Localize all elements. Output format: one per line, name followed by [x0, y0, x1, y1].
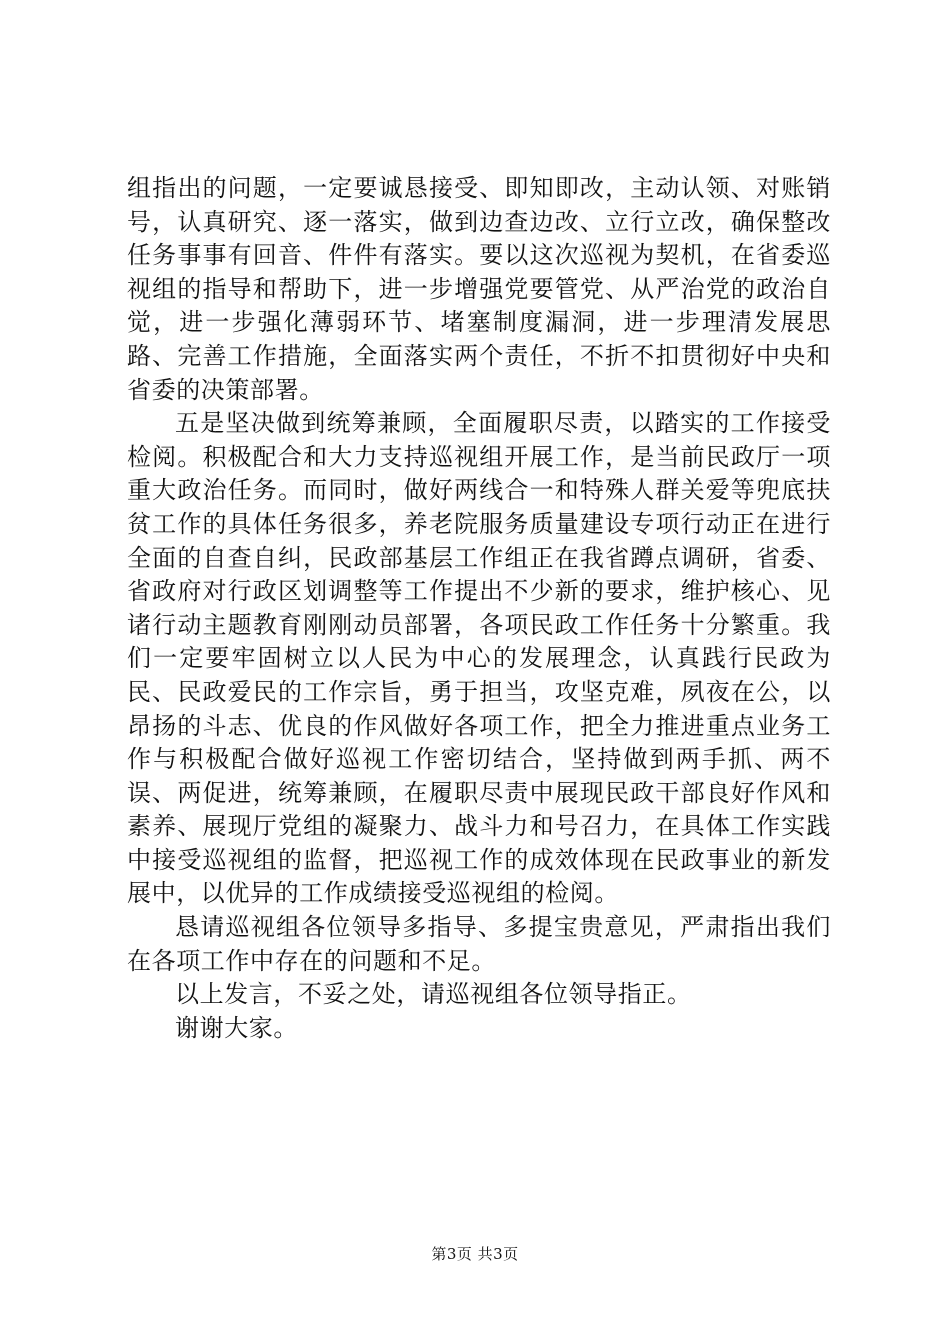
paragraph-continuation: 组指出的问题，一定要诚恳接受、即知即改，主动认领、对账销号，认真研究、逐一落实，做到边查边改、立行立改，确保整改任务事事有回音、件件有落实。要以这次巡视为契机，在省委巡视组的指导和帮助下，进一步增强党要管党、从严治党的政治自觉，进一步强化薄弱环节、堵塞制度漏洞，进一步理清发展思路、完善工作措施，全面落实两个责任，不折不扣贯彻好中央和省委的决策部署。 [127, 174, 831, 404]
paragraph-thanks: 谢谢大家。 [175, 1013, 298, 1042]
page-number-footer: 第3页 共3页 [431, 1245, 519, 1263]
paragraph-closing: 以上发言，不妥之处，请巡视组各位领导指正。 [175, 980, 692, 1009]
paragraph-point-five: 五是坚决做到统筹兼顾，全面履职尽责，以踏实的工作接受检阅。积极配合和大力支持巡视组开展工作，是当前民政厅一项重大政治任务。而同时，做好两线合一和特殊人群关爱等兜底扶贫工作的具体任务很多，养老院服务质量建设专项行动正在进行全面的自查自纠，民政部基层工作组正在我省蹲点调研，省委、省政府对行政区划调整等工作提出不少新的要求，维护核心、见诸行动主题教育刚刚动员部署，各项民政工作任务十分繁重。我们一定要牢固树立以人民为中心的发展理念，认真践行民政为民、民政爱民的工作宗旨，勇于担当，攻坚克难，夙夜在公，以昂扬的斗志、优良的作风做好各项工作，把全力推进重点业务工作与积极配合做好巡视工作密切结合，坚持做到两手抓、两不误、两促进，统筹兼顾，在履职尽责中展现民政干部良好作风和素养、展现厅党组的凝聚力、战斗力和号召力，在具体工作实践中接受巡视组的监督，把巡视工作的成效体现在民政事业的新发展中，以优异的工作成绩接受巡视组的检阅。 [127, 409, 831, 908]
paragraph-request: 恳请巡视组各位领导多指导、多提宝贵意见，严肃指出我们在各项工作中存在的问题和不足。 [127, 913, 831, 975]
document-body [127, 172, 831, 1045]
